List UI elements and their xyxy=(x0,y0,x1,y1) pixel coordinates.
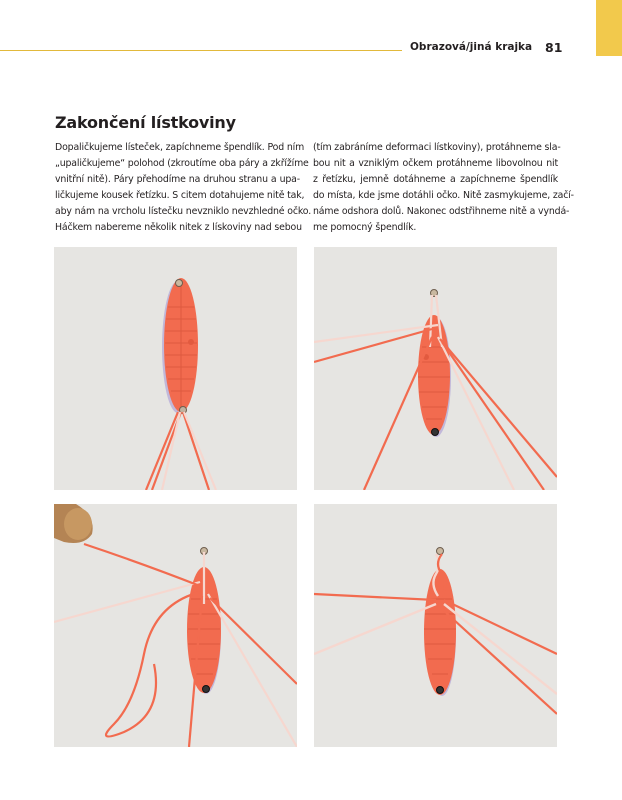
text-line: (tím zabráníme deformaci lístkoviny), protáhneme sla- xyxy=(313,142,561,153)
section-title: Zakončení lístkoviny xyxy=(55,113,236,132)
page-number: 81 xyxy=(545,40,563,55)
text-line: náme odshora dolů. Nakonec odstřihneme nitě a vyndá- xyxy=(313,206,570,217)
text-line: Dopaličkujeme lísteček, zapíchneme špendlík. Pod ním xyxy=(55,142,305,153)
step-photo-3 xyxy=(54,504,297,747)
text-line: vnitřní nitě). Páry přehodíme na druhou stranu a upa- xyxy=(55,174,300,185)
text-line: do místa, kde jsme dotáhli očko. Nitě zasmykujeme, začí- xyxy=(313,190,574,201)
step-photo-2 xyxy=(314,247,557,490)
body-text-right-column xyxy=(313,140,574,236)
lace-leaf-illustration xyxy=(54,504,297,747)
running-header-title: Obrazová/jiná krajka xyxy=(410,41,533,53)
step-photo-1 xyxy=(54,247,297,490)
text-line: Háčkem nabereme několik nitek z lískoviny nad sebou xyxy=(55,222,302,233)
body-text-left-column xyxy=(55,140,312,236)
step-photo-4 xyxy=(314,504,557,747)
header-rule xyxy=(0,50,402,51)
text-line: bou nit a vzniklým očkem protáhneme libovolnou nit xyxy=(313,158,558,169)
text-line: ličkujeme kousek řetízku. S citem dotahujeme nitě tak, xyxy=(55,190,305,201)
text-line: me pomocný špendlík. xyxy=(313,222,417,233)
text-line: z řetízku, jemně dotáhneme a zapíchneme špendlík xyxy=(313,174,558,185)
text-line: aby nám na vrcholu lístečku nevzniklo nevzhledné očko. xyxy=(55,206,312,217)
lace-leaf-illustration xyxy=(314,504,557,747)
lace-leaf-illustration xyxy=(54,247,297,490)
chapter-tab xyxy=(596,0,622,56)
lace-leaf-illustration xyxy=(314,247,557,490)
text-line: „upaličkujeme“ polohod (zkroutíme oba páry a zkřížíme xyxy=(55,158,309,169)
